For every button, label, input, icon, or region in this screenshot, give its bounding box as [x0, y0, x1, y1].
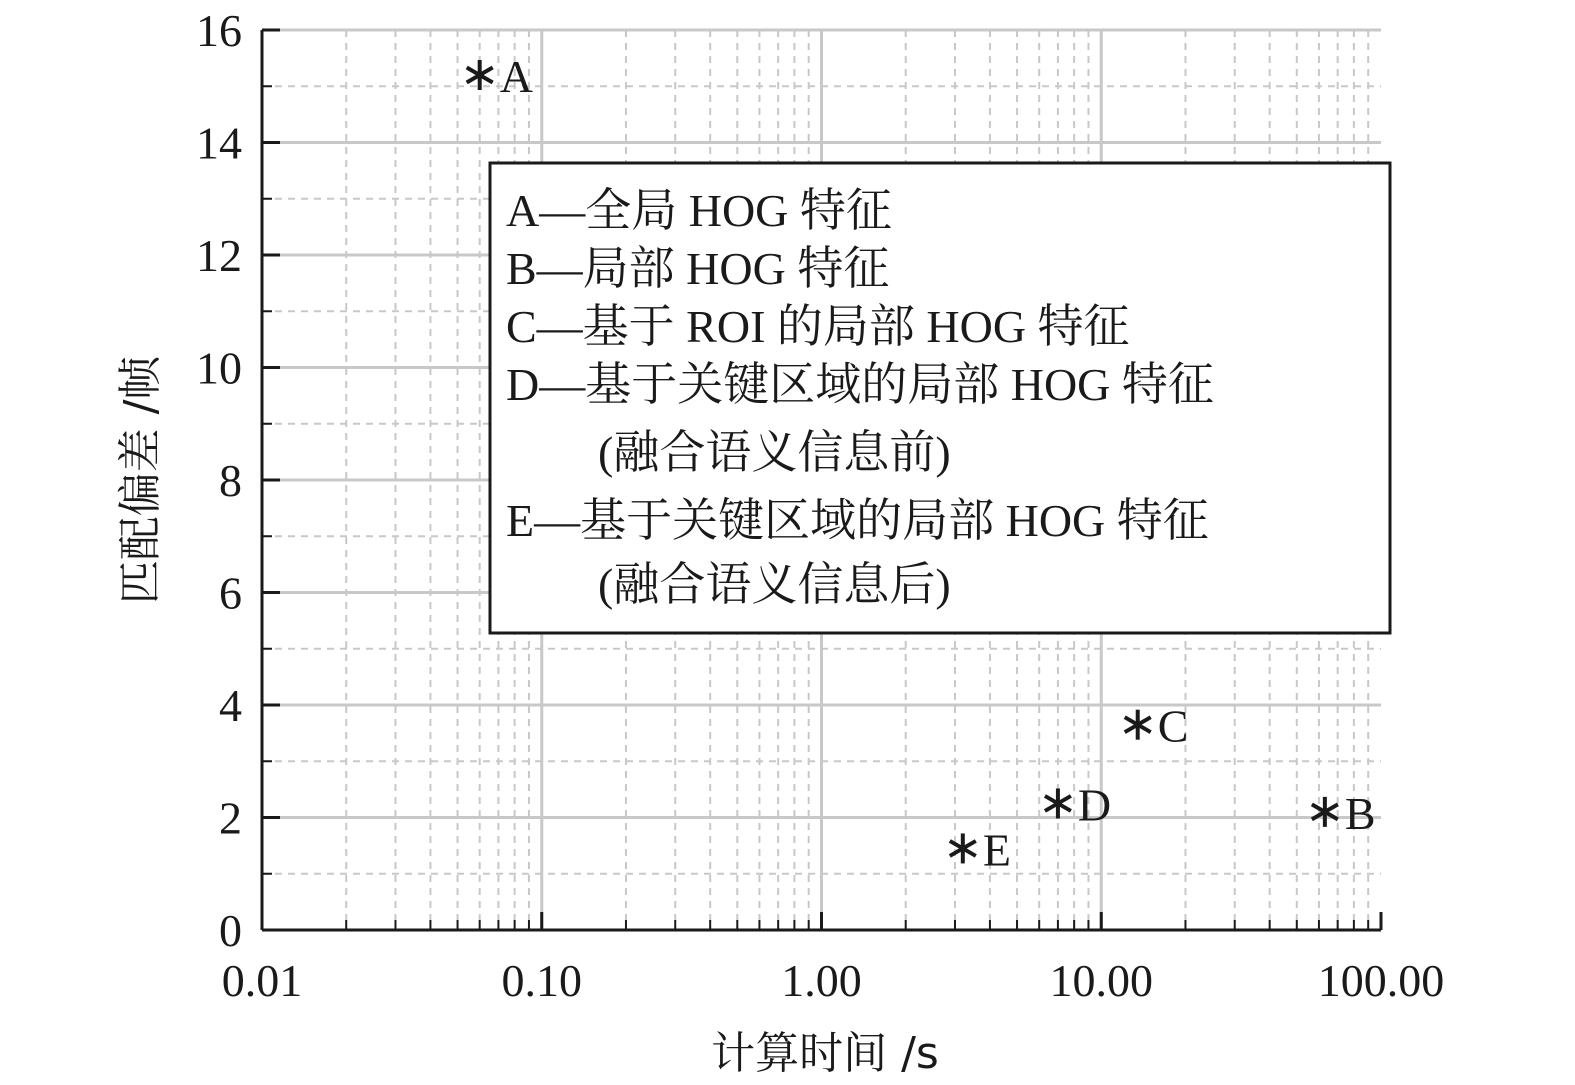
y-tick-label: 4: [219, 680, 242, 731]
y-tick-label: 2: [219, 792, 242, 844]
y-tick-label: 16: [196, 5, 242, 56]
x-tick-label: 1.00: [781, 955, 862, 1006]
data-point-e: [950, 824, 1011, 875]
point-label: A: [499, 51, 533, 102]
x-tick-label: 10.00: [1049, 955, 1153, 1006]
data-point-c: [1125, 701, 1189, 752]
y-tick-label: 14: [196, 117, 242, 169]
x-tick-label: 0.10: [501, 955, 582, 1006]
y-tick-label: 10: [196, 342, 242, 394]
x-axis-title: 计算时间 /s: [711, 1028, 939, 1079]
legend-entry-d: D—基于关键区域的局部 HOG 特征: [506, 359, 1214, 410]
point-label: E: [982, 824, 1011, 876]
y-axis-title: 匹配偏差 /帧: [115, 355, 166, 605]
legend-entry-e-note: (融合语义信息后): [598, 559, 951, 610]
legend-entry-b: B—局部 HOG 特征: [506, 243, 890, 294]
legend-entry-a: A—全局 HOG 特征: [506, 185, 892, 236]
y-tick-label: 0: [219, 905, 242, 956]
data-point-b: [1312, 788, 1376, 839]
legend: [490, 163, 1390, 633]
y-tick-label: 12: [196, 230, 242, 281]
x-tick-label: 100.00: [1317, 955, 1445, 1006]
legend-entry-c: C—基于 ROI 的局部 HOG 特征: [506, 301, 1130, 352]
point-label: D: [1077, 779, 1112, 831]
y-tick-label: 6: [219, 567, 242, 619]
data-point-d: [1045, 779, 1111, 830]
point-label: C: [1157, 700, 1189, 752]
y-tick-label: 8: [219, 455, 242, 506]
data-point-a: [467, 51, 533, 102]
legend-entry-e: E—基于关键区域的局部 HOG 特征: [506, 495, 1209, 546]
legend-entry-d-note: (融合语义信息前): [598, 427, 951, 478]
x-tick-label: 0.01: [221, 955, 303, 1006]
point-label: B: [1344, 787, 1376, 839]
